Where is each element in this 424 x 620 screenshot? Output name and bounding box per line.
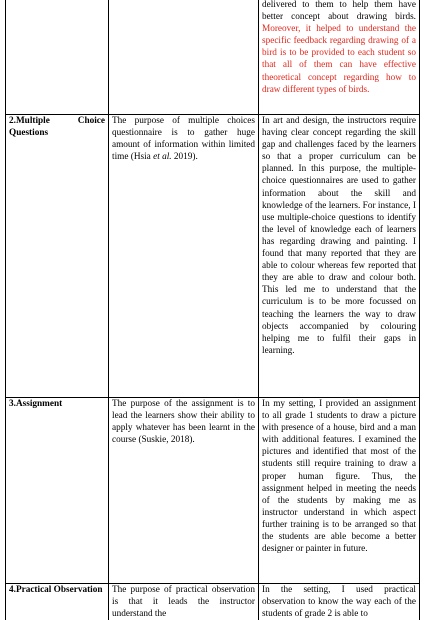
practice-text: In the setting, I used practical observation to know the way each of the students of grade 2 is able to [262,585,416,620]
purpose-cell [109,115,259,398]
purpose-text-end: 2019). [171,152,198,163]
criterion-cell [6,0,109,115]
assessment-methods-table [5,0,420,620]
purpose-text: The purpose of multiple choices questionnaire is to gather huge amount of information within limited time (Hsia [112,116,255,163]
practice-text-highlighted: Moreover, it helped to understand the specific feedback regarding drawing of a bird is to be provided to each student so that all of them can have effective theoretical concept regarding how to draw different types of birds. [262,24,416,95]
table-row [6,115,420,398]
criterion-cell [6,398,109,584]
criterion-label: 3.Assignment [9,399,63,409]
criterion-label: 4.Practical Observation [9,585,103,595]
purpose-cell [109,398,259,584]
practice-cell [259,0,420,115]
table-row [6,398,420,584]
criterion-cell [6,115,109,398]
practice-text: delivered to them to help them have better concept about drawing birds. [262,0,416,23]
table-row [6,584,420,620]
practice-text: In my setting, I provided an assignment to all grade 1 students to draw a picture with presence of a house, bird and a man with additional features. I examined the pictures and identified that most of the students still require training to draw a proper human figure. Thus, the assignment helped in meeting the needs of the students by making me as instructor understand in which aspect further training is to be arranged so that the students are able become a better designer or painter in future. [262,399,416,555]
purpose-text: The purpose of practical observation is that it leads the instructor understand the [112,585,255,620]
criterion-label: 2.Multiple Choice Questions [9,116,105,139]
criterion-cell [6,584,109,620]
practice-cell [259,398,420,584]
purpose-cell [109,584,259,620]
purpose-citation-etal: et al. [153,152,172,163]
practice-cell [259,584,420,620]
practice-text: In art and design, the instructors require having clear concept regarding the skill gap and challenges faced by the learners so that a proper curriculum can be planned. In this purpose, the multiple-choice questionnaires are used to gather information about the skill and knowledge of the learners. For instance, I use multiple-choice questions to identify the level of knowledge each of learners has regarding drawing and painting. I found that many reported that they are able to colour whereas few reported that they are able to draw and colour both. This led me to understand that the curriculum is to be more focussed on teaching the learners the way to draw objects accompanied by colouring helping me to fulfil their gaps in learning. [262,116,416,356]
table-row [6,0,420,115]
practice-cell [259,115,420,398]
purpose-text: The purpose of the assignment is to lead the learners show their ability to apply whatever has been learnt in the course (Suskie, 2018). [112,399,255,446]
purpose-cell [109,0,259,115]
